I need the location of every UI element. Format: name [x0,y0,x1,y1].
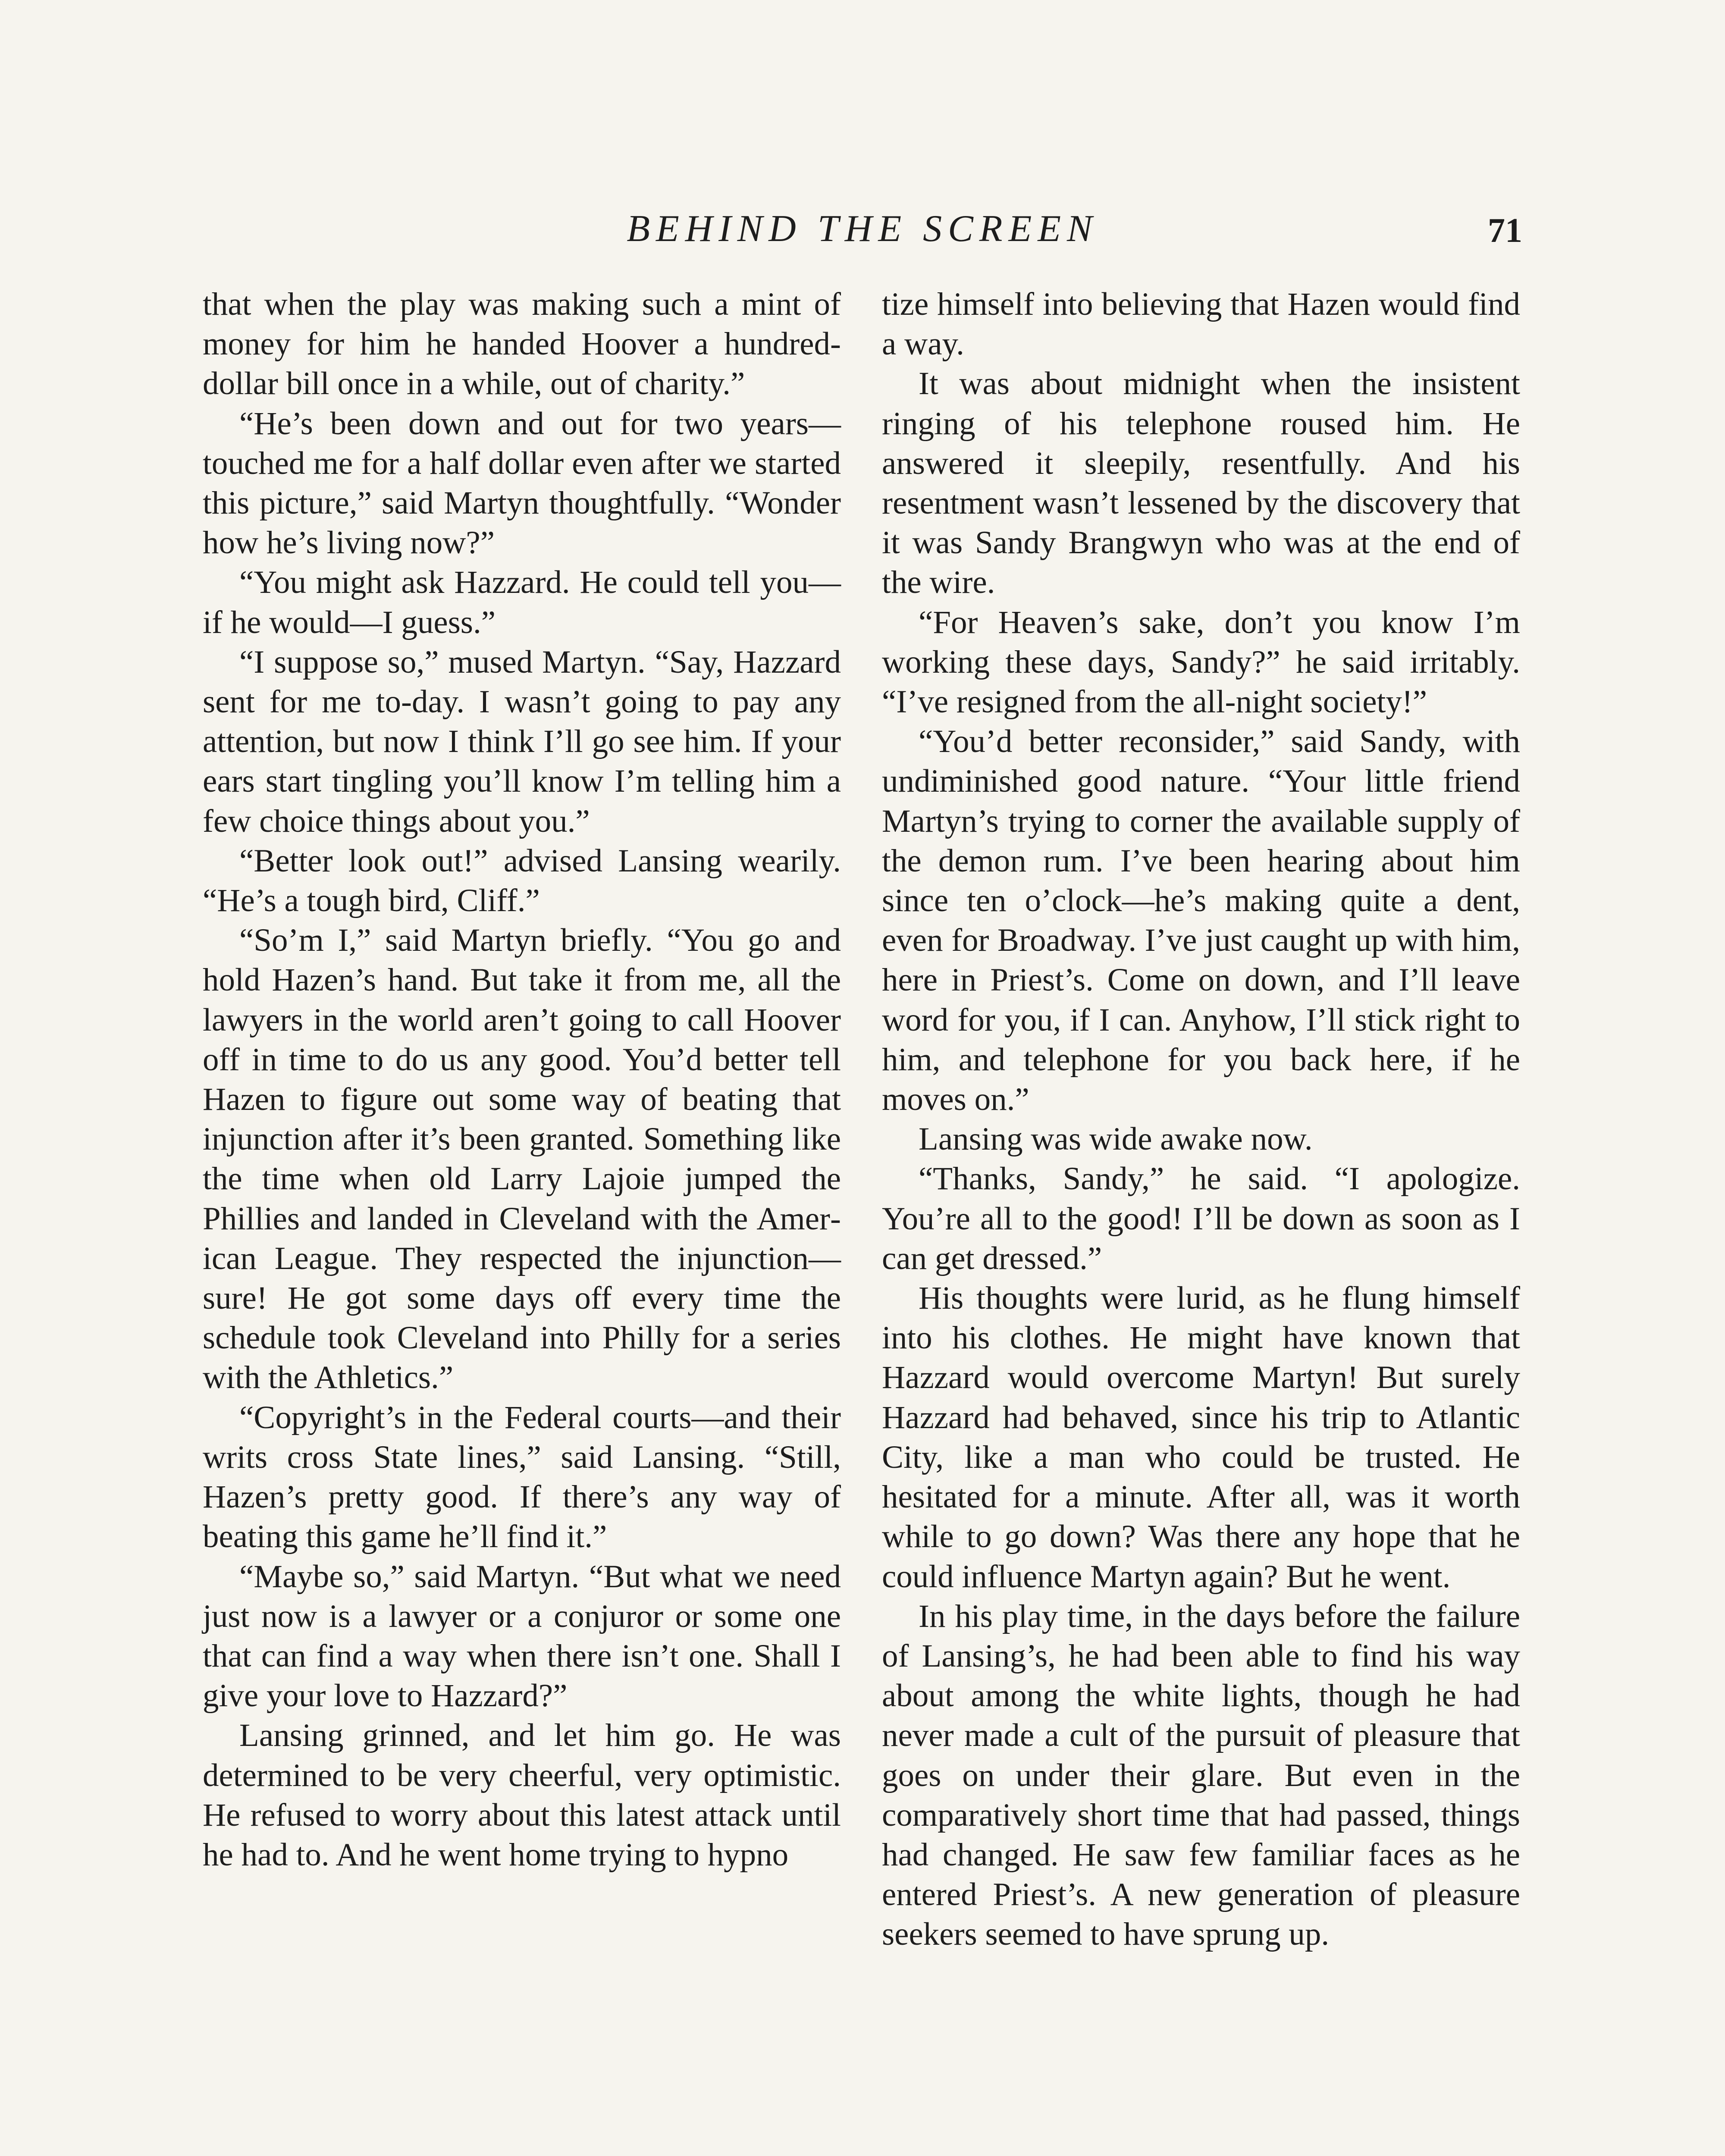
page-number: 71 [1488,212,1522,250]
right-column [882,285,1520,1955]
page-header [203,203,1522,259]
paragraph: “You’d better reconsider,” said Sandy, with undiminished good nature. “Your little friend Martyn’s trying to corner the available supply of the demon rum. I’ve been hearing about him since ten o’clock—he’s making quite a dent, even for Broadway. I’ve just caught up with him, here in Priest’s. Come on down, and I’ll leave word for you, if I can. Anyhow, I’ll stick right to him, and telephone for you back here, if he moves on.” [882,724,1520,1118]
paragraph: “You might ask Hazzard. He could tell you—if he would—I guess.” [203,564,841,640]
left-column [203,285,841,1875]
paragraph: tize himself into believing that Hazen would find a way. [882,286,1520,362]
paragraph: In his play time, in the days before the failure of Lansing’s, he had been able to find his way about among the white lights, though he had never made a cult of the pursuit of pleasure that goes on under their glare. But even in the comparatively short time that had passed, things had changed. He saw few familiar faces as he entered Priest’s. A new generation of pleasure seekers seemed to have sprung up. [882,1598,1520,1952]
paragraph: “Thanks, Sandy,” he said. “I apologize. You’re all to the good! I’ll be down as soon as I can get dressed.” [882,1161,1520,1276]
paragraph: Lansing grinned, and let him go. He was determined to be very cheerful, very optimistic. He refused to worry about this latest attack until he had to. And he went home trying to hypno [203,1717,841,1873]
paragraph: that when the play was making such a mint of money for him he handed Hoover a hundred-dollar bill once in a while, out of charity.” [203,286,841,402]
running-title: BEHIND THE SCREEN [627,208,1098,250]
paragraph: It was about midnight when the insistent ringing of his telephone roused him. He answered it sleepily, resentfully. And his resentment wasn’t lessened by the discovery that it was Sandy Brangwyn who was at the end of the wire. [882,366,1520,601]
paragraph: “I suppose so,” mused Martyn. “Say, Hazzard sent for me to-day. I wasn’t going to pay any attention, but now I think I’ll go see him. If your ears start tingling you’ll know I’m telling him a few choice things about you.” [203,644,841,839]
paragraph: “For Heaven’s sake, don’t you know I’m working these days, Sandy?” he said irritably. “I’ve resigned from the all-night society!” [882,604,1520,720]
paragraph: “He’s been down and out for two years—touched me for a half dollar even after we started this picture,” said Martyn thoughtfully. “Wonder how he’s living now?” [203,405,841,561]
paragraph: Lansing was wide awake now. [919,1121,1313,1157]
paragraph: “Maybe so,” said Martyn. “But what we need just now is a lawyer or a conjuror or some one that can find a way when there isn’t one. Shall I give your love to Hazzard?” [203,1558,841,1714]
paragraph: “Copyright’s in the Federal courts—and their writs cross State lines,” said Lansing. “Still, Hazen’s pretty good. If there’s any way of beating this game he’ll find it.” [203,1399,841,1555]
paragraph: “Better look out!” advised Lansing wearily. “He’s a tough bird, Cliff.” [203,843,841,919]
paragraph: His thoughts were lurid, as he flung himself into his clothes. He might have known that Hazzard would overcome Martyn! But surely Hazzard had behaved, since his trip to Atlantic City, like a man who could be trusted. He hesitated for a minute. After all, was it worth while to go down? Was there any hope that he could influence Martyn again? But he went. [882,1280,1520,1595]
paragraph: “So’m I,” said Martyn briefly. “You go and hold Hazen’s hand. But take it from me, all the lawyers in the world aren’t going to call Hoover off in time to do us any good. You’d better tell Hazen to figure out some way of beating that injunction after it’s been granted. Something like the time when old Larry Lajoie jumped the Phillies and landed in Cleveland with the American League. They respected the injunction—sure! He got some days off every time the schedule took Cleveland into Philly for a series with the Athletics.” [203,922,841,1396]
